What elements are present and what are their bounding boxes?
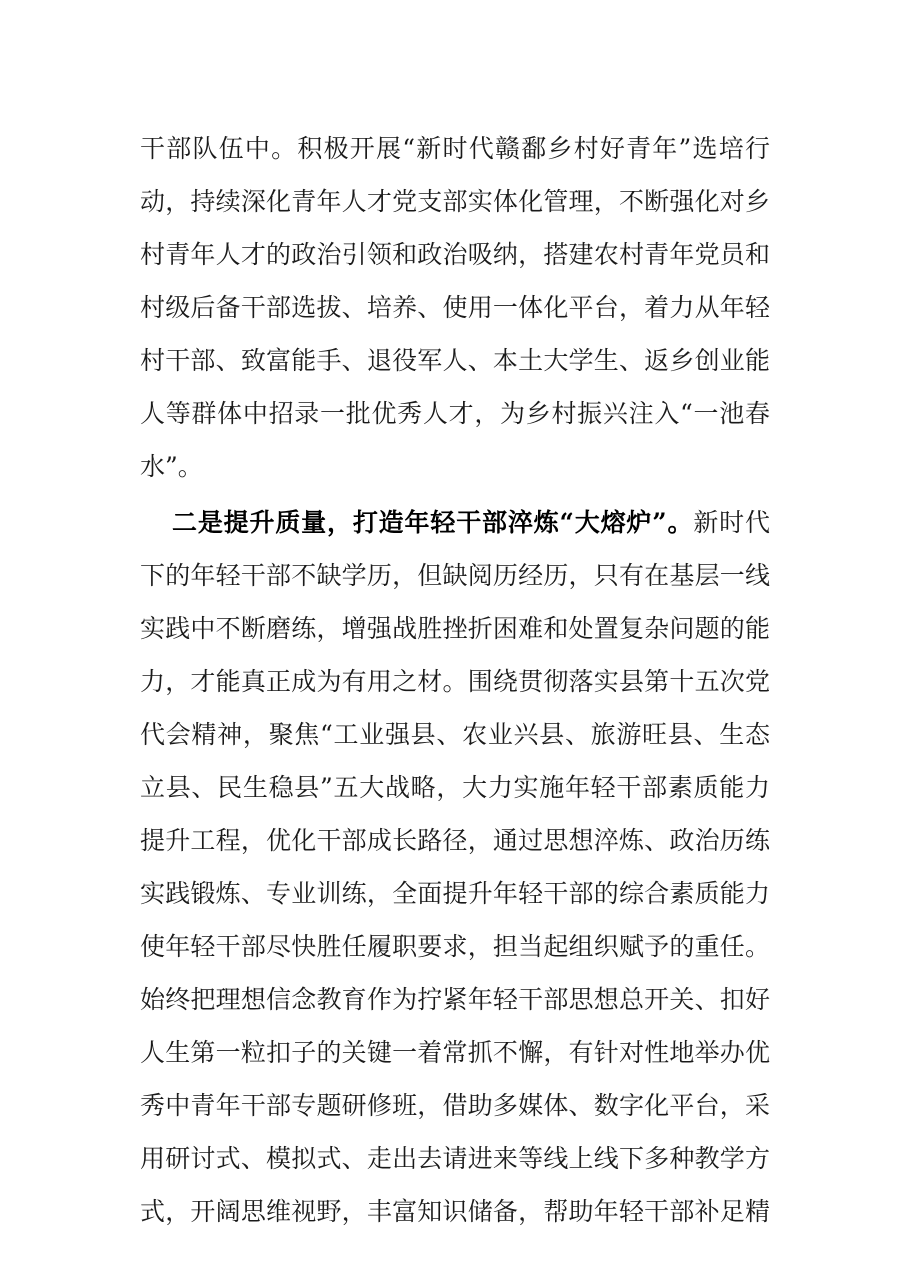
paragraph-2-line-6: 立县、民生稳县”五大战略，大力实施年轻干部素质能力: [140, 773, 770, 802]
paragraph-2-line-4: 力，才能真正成为有用之材。围绕贯彻落实县第十五次党: [140, 667, 770, 696]
paragraph-1-line-2: 动，持续深化青年人才党支部实体化管理，不断强化对乡: [140, 187, 770, 216]
paragraph-2-line-8: 实践锻炼、专业训练，全面提升年轻干部的综合素质能力: [140, 879, 770, 908]
paragraph-2-heading: 二是提升质量，打造年轻干部淬炼“大熔炉”。: [172, 508, 694, 537]
paragraph-2-line-1: [172, 508, 770, 538]
paragraph-2-line-3: 实践中不断磨练，增强战胜挫折困难和处置复杂问题的能: [140, 614, 770, 643]
paragraph-2-line-1-text: 新时代: [693, 508, 770, 537]
paragraph-1-line-7: 水”。: [140, 452, 203, 481]
paragraph-2-line-12: 秀中青年干部专题研修班，借助多媒体、数字化平台，采: [140, 1091, 770, 1120]
paragraph-2-line-2: 下的年轻干部不缺学历，但缺阅历经历，只有在基层一线: [140, 561, 770, 590]
paragraph-2-line-10: 始终把理想信念教育作为拧紧年轻干部思想总开关、扣好: [140, 985, 770, 1014]
paragraph-1-line-1: 干部队伍中。积极开展“新时代赣鄱乡村好青年”选培行: [140, 134, 770, 163]
paragraph-2-line-13: 用研讨式、模拟式、走出去请进来等线上线下多种教学方: [140, 1144, 770, 1173]
paragraph-2-line-14: 式，开阔思维视野，丰富知识储备，帮助年轻干部补足精: [140, 1197, 770, 1226]
paragraph-1-line-4: 村级后备干部选拔、培养、使用一体化平台，着力从年轻: [140, 293, 770, 322]
paragraph-2-line-7: 提升工程，优化干部成长路径，通过思想淬炼、政治历练: [140, 826, 770, 855]
paragraph-2-line-5: 代会精神，聚焦“工业强县、农业兴县、旅游旺县、生态: [140, 720, 770, 749]
paragraph-1-line-5: 村干部、致富能手、退役军人、本土大学生、返乡创业能: [140, 346, 770, 375]
paragraph-1-line-3: 村青年人才的政治引领和政治吸纳，搭建农村青年党员和: [140, 240, 770, 269]
paragraph-2-line-9: 使年轻干部尽快胜任履职要求，担当起组织赋予的重任。: [140, 932, 770, 961]
paragraph-2-line-11: 人生第一粒扣子的关键一着常抓不懈，有针对性地举办优: [140, 1038, 770, 1067]
paragraph-1-line-6: 人等群体中招录一批优秀人才，为乡村振兴注入“一池春: [140, 399, 770, 428]
